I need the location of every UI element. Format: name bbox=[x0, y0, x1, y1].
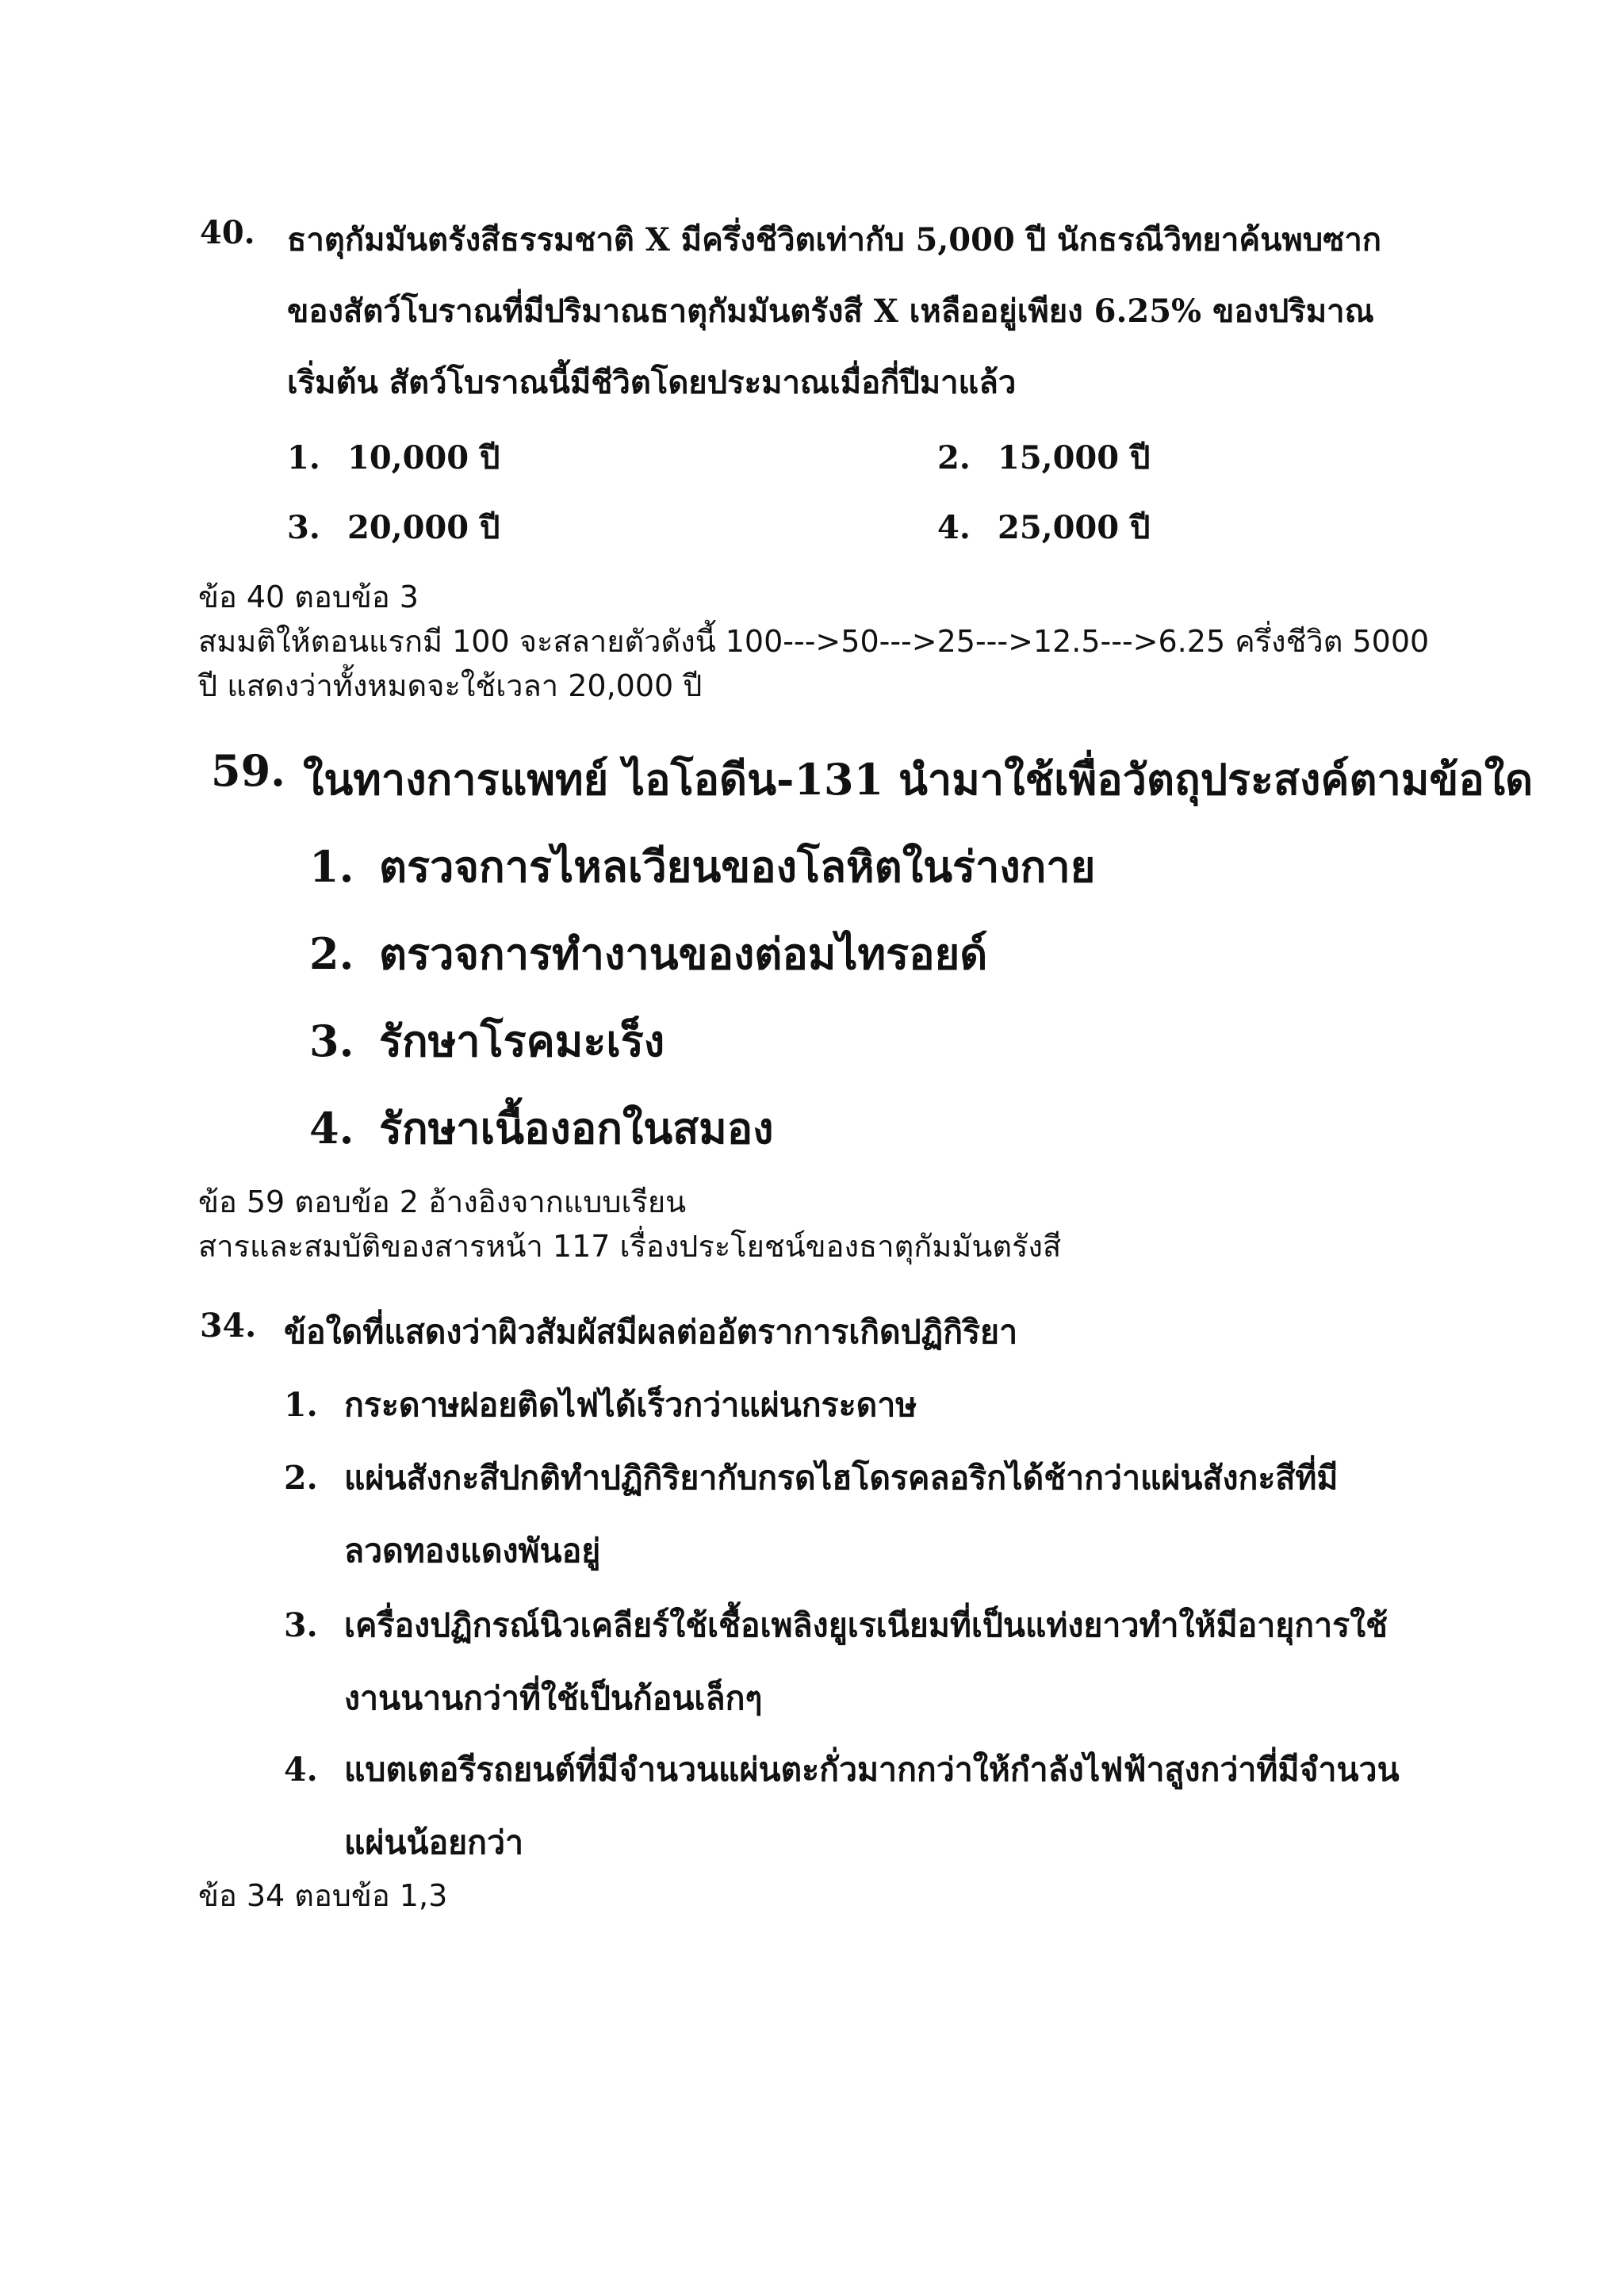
choice-3 bbox=[287, 502, 500, 553]
choice-number: 1. bbox=[284, 1386, 318, 1424]
answer-line-3: ปี แสดงว่าทั้งหมดจะใช้เวลา 20,000 ปี bbox=[198, 668, 703, 703]
choice-number: 4. bbox=[309, 1103, 354, 1154]
choice-2 bbox=[284, 1452, 1338, 1504]
question-text-line-3: เริ่มต้น สัตว์โบราณนี้มีชีวิตโดยประมาณเมื่อกี่ปีมาแล้ว bbox=[287, 364, 1017, 401]
choice-number: 3. bbox=[309, 1016, 354, 1066]
choice-4 bbox=[284, 1744, 1400, 1796]
choice-2 bbox=[309, 920, 987, 988]
answer-line-2: สมมติให้ตอนแรกมี 100 จะสลายตัวดังนี้ 100--->50--->25--->12.5--->6.25 ครึ่งชีวิต 5000 bbox=[198, 624, 1430, 659]
choice-4 bbox=[937, 502, 1150, 553]
choice-text-line-2: ลวดทองแดงพันอยู่ bbox=[344, 1532, 601, 1570]
choice-text-line-1: เครื่องปฏิกรณ์นิวเคลียร์ใช้เชื้อเพลิงยูเรเนียมที่เป็นแท่งยาวทำให้มีอายุการใช้ bbox=[344, 1606, 1388, 1644]
choice-text-line-1: แผ่นสังกะสีปกติทำปฏิกิริยากับกรดไฮโดรคลอริกได้ช้ากว่าแผ่นสังกะสีที่มี bbox=[344, 1459, 1339, 1497]
choice-3 bbox=[284, 1600, 1388, 1651]
choice-number: 4. bbox=[284, 1751, 318, 1789]
choice-1 bbox=[284, 1380, 917, 1431]
choice-1 bbox=[309, 832, 1095, 901]
answer-line-1: ข้อ 59 ตอบข้อ 2 อ้างอิงจากแบบเรียน bbox=[198, 1184, 687, 1219]
choice-number: 2. bbox=[309, 928, 354, 979]
choice-text: รักษาเนื้องอกในสมอง bbox=[379, 1103, 774, 1154]
question-number: 59. bbox=[211, 745, 285, 796]
answer-line-1: ข้อ 34 ตอบข้อ 1,3 bbox=[198, 1878, 448, 1913]
choice-text: 20,000 ปี bbox=[347, 509, 500, 546]
answer-line-1: ข้อ 40 ตอบข้อ 3 bbox=[198, 580, 419, 614]
choice-number: 3. bbox=[287, 509, 320, 546]
choice-text-line-2: งานนานกว่าที่ใช้เป็นก้อนเล็กๆ bbox=[344, 1679, 763, 1717]
choice-2 bbox=[937, 432, 1150, 483]
choice-text-line-2: แผ่นน้อยกว่า bbox=[344, 1823, 524, 1862]
choice-number: 1. bbox=[309, 841, 354, 892]
question-number: 34. bbox=[200, 1307, 257, 1345]
choice-number: 1. bbox=[287, 439, 320, 476]
choice-text: ตรวจการทำงานของต่อมไทรอยด์ bbox=[379, 928, 988, 979]
choice-number: 2. bbox=[937, 439, 971, 476]
choice-text: 10,000 ปี bbox=[347, 439, 500, 476]
question-text-line-1: ธาตุกัมมันตรังสีธรรมชาติ X มีครึ่งชีวิตเท่ากับ 5,000 ปี นักธรณีวิทยาค้นพบซาก bbox=[287, 221, 1382, 258]
choice-text: รักษาโรคมะเร็ง bbox=[379, 1016, 665, 1066]
choice-text: 25,000 ปี bbox=[998, 509, 1151, 546]
choice-number: 3. bbox=[284, 1606, 318, 1644]
question-text: ในทางการแพทย์ ไอโอดีน-131 นำมาใช้เพื่อวัตถุประสงค์ตามข้อใด bbox=[303, 754, 1534, 805]
choice-number: 4. bbox=[937, 509, 971, 546]
choice-4 bbox=[309, 1094, 774, 1162]
question-number: 40. bbox=[200, 214, 255, 251]
answer-line-2: สารและสมบัติของสารหน้า 117 เรื่องประโยชน์ของธาตุกัมมันตรังสี bbox=[198, 1229, 1062, 1264]
choice-3 bbox=[309, 1007, 665, 1075]
choice-text-line-1: แบตเตอรีรถยนต์ที่มีจำนวนแผ่นตะกั่วมากกว่าให้กำลังไฟฟ้าสูงกว่าที่มีจำนวน bbox=[344, 1751, 1400, 1789]
question-text: ข้อใดที่แสดงว่าผิวสัมผัสมีผลต่ออัตราการเกิดปฏิกิริยา bbox=[284, 1313, 1018, 1351]
choice-text: 15,000 ปี bbox=[998, 439, 1151, 476]
choice-number: 2. bbox=[284, 1459, 318, 1497]
choice-text: ตรวจการไหลเวียนของโลหิตในร่างกาย bbox=[379, 841, 1096, 892]
choice-text: กระดาษฝอยติดไฟได้เร็วกว่าแผ่นกระดาษ bbox=[344, 1386, 917, 1424]
choice-1 bbox=[287, 432, 500, 483]
question-text-line-2: ของสัตว์โบราณที่มีปริมาณธาตุกัมมันตรังสี X เหลืออยู่เพียง 6.25% ของปริมาณ bbox=[287, 293, 1374, 330]
